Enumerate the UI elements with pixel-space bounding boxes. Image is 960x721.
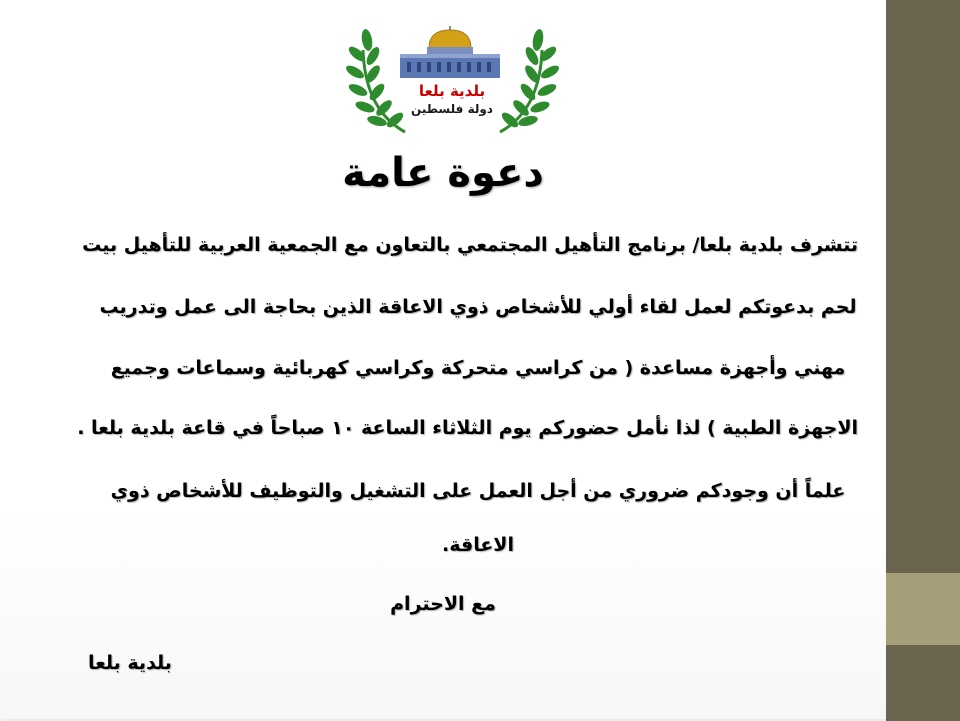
sidebar-accent-band <box>886 573 960 645</box>
body-line: الاجهزة الطبية ) لذا نأمل حضوركم يوم الثلاثاء الساعة ١٠ صباحاً في قاعة بلدية بلعا . <box>77 417 858 439</box>
body-line: علماً أن وجودكم ضروري من أجل العمل على التشغيل والتوظيف للأشخاص ذوي <box>110 480 846 502</box>
body-line: تتشرف بلدية بلعا/ برنامج التأهيل المجتمعي بالتعاون مع الجمعية العربية للتأهيل بيت <box>82 234 858 256</box>
laurel-right-icon <box>499 28 560 132</box>
body-line: الاعاقة. <box>442 534 514 556</box>
body-line: مهني وأجهزة مساعدة ( من كراسي متحركة وكراسي كهربائية وسماعات وجميع <box>110 357 846 379</box>
closing-greeting: مع الاحترام <box>390 593 496 615</box>
dome-of-the-rock-icon <box>400 26 500 78</box>
laurel-left-icon <box>345 28 406 132</box>
invitation-title: دعوة عامة <box>342 150 544 196</box>
logo-subtitle-text: دولة فلسطين <box>411 102 493 116</box>
municipality-logo <box>345 20 560 145</box>
body-line: لحم بدعوتكم لعمل لقاء أولي للأشخاص ذوي الاعاقة الذين بحاجة الى عمل وتدريب <box>99 296 857 318</box>
logo-name-text: بلدية بلعا <box>418 82 486 100</box>
signature: بلدية بلعا <box>88 652 172 674</box>
